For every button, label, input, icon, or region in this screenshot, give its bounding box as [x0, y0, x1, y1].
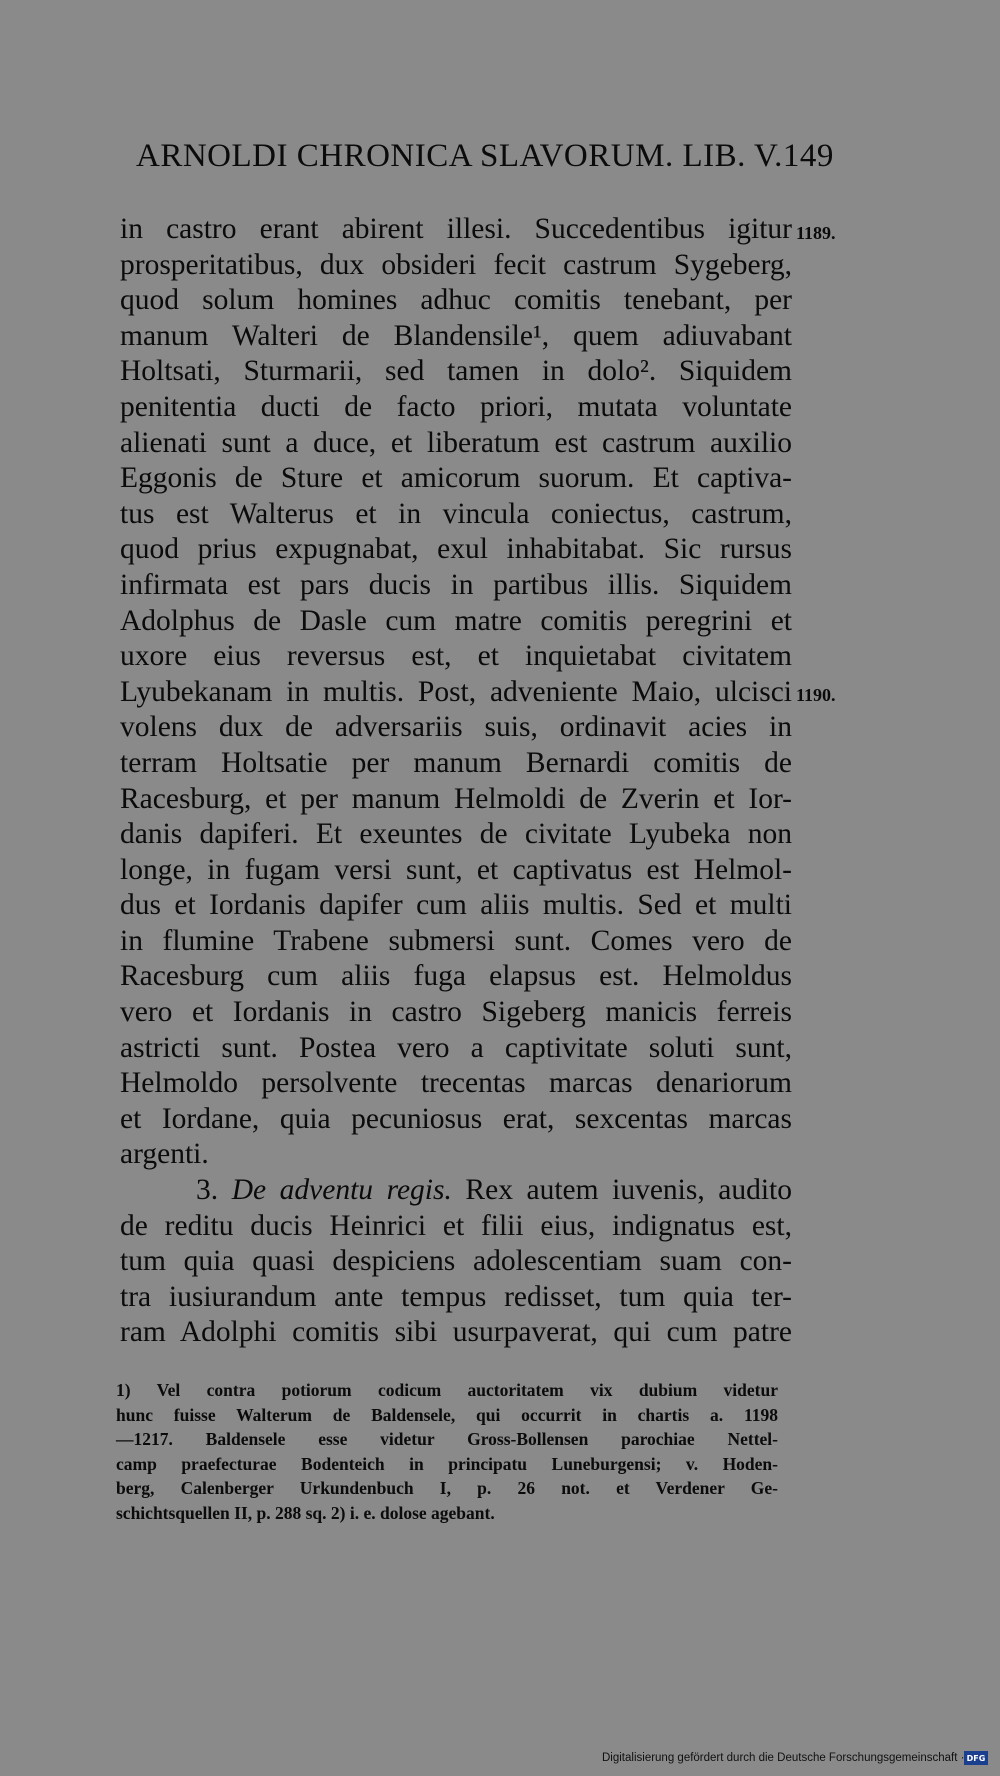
text-line: Racesburg, et per manum Helmoldi de Zverin et Ior-	[120, 782, 792, 815]
text-line: in castro erant abirent illesi. Succedentibus igitur	[120, 213, 792, 245]
text-line: Helmoldo persolvente trecentas marcas denariorum	[120, 1067, 792, 1100]
footnote-line: berg, Calenberger Urkundenbuch I, p. 26 not. et Verdener Ge-	[116, 1478, 778, 1499]
margin-year-1189: 1189.	[796, 223, 836, 243]
footnote-line: —1217. Baldensele esse videtur Gross-Bollensen parochiae Nettel-	[116, 1429, 778, 1450]
footnote-line: 1) Vel contra potiorum codicum auctoritatem vix dubium videtur	[116, 1380, 778, 1400]
text-line: alienati sunt a duce, et liberatum est castrum auxilio	[120, 426, 792, 459]
text-line: Racesburg cum aliis fuga elapsus est. Helmoldus	[120, 960, 792, 993]
dfg-logo-icon: DFG	[964, 1751, 988, 1765]
text-line: penitentia ducti de facto priori, mutata voluntate	[120, 390, 792, 423]
section-heading-line	[120, 1173, 792, 1209]
margin-year-1190: 1190.	[796, 685, 836, 705]
text-line: quod prius expugnabat, exul inhabitabat. Sic rursus	[120, 533, 792, 566]
running-title: ARNOLDI CHRONICA SLAVORUM. LIB. V.	[136, 138, 783, 174]
text-line: ram Adolphi comitis sibi usurpaverat, qui cum patre	[120, 1316, 792, 1349]
text-line: tus est Walterus et in vincula coniectus, castrum,	[120, 497, 792, 530]
text-line: dus et Iordanis dapifer cum aliis multis. Sed et multi	[120, 889, 792, 922]
text-line: de reditu ducis Heinrici et filii eius, indignatus est,	[120, 1209, 792, 1242]
text-line: uxore eius reversus est, et inquietabat civitatem	[120, 640, 792, 673]
footnotes	[116, 1378, 778, 1526]
text-line: volens dux de adversariis suis, ordinavit acies in	[120, 711, 792, 744]
section-number: 3.	[196, 1174, 219, 1207]
text-line: tra iusiurandum ante tempus redisset, tum quia ter-	[120, 1280, 792, 1313]
text-line: argenti.	[120, 1138, 209, 1171]
text-line: infirmata est pars ducis in partibus illis. Siquidem	[120, 568, 792, 601]
text-line: tum quia quasi despiciens adolescentiam suam con-	[120, 1245, 792, 1278]
main-text	[120, 212, 792, 1351]
text-line: Holtsati, Sturmarii, sed tamen in dolo². Siquidem	[120, 355, 792, 388]
text-line: danis dapiferi. Et exeuntes de civitate Lyubeka non	[120, 818, 792, 851]
text-line: in flumine Trabene submersi sunt. Comes vero de	[120, 924, 792, 957]
page-number: 149	[782, 138, 834, 174]
text-line: Lyubekanam in multis. Post, adveniente Maio, ulcisci	[120, 675, 792, 708]
text-line: et Iordane, quia pecuniosus erat, sexcentas marcas	[120, 1102, 792, 1135]
text-line: prosperitatibus, dux obsideri fecit castrum Sygeberg,	[120, 248, 792, 281]
text-line: Adolphus de Dasle cum matre comitis peregrini et	[120, 604, 792, 637]
section-title: De adventu regis.	[231, 1174, 452, 1207]
footnote-line: camp praefecturae Bodenteich in principatu Luneburgensi; v. Hoden-	[116, 1453, 778, 1474]
section-first-line-text: Rex autem iuvenis, audito	[465, 1174, 793, 1207]
text-line: astricti sunt. Postea vero a captivitate soluti sunt,	[120, 1031, 792, 1064]
footnote-line: schichtsquellen II, p. 288 sq. 2) i. e. dolose agebant.	[116, 1502, 495, 1523]
footnote-line: hunc fuisse Walterum de Baldensele, qui occurrit in chartis a. 1198	[116, 1404, 778, 1425]
text-line: quod solum homines adhuc comitis tenebant, per	[120, 284, 792, 317]
text-line: terram Holtsatie per manum Bernardi comitis de	[120, 746, 792, 779]
text-line: Eggonis de Sture et amicorum suorum. Et captiva-	[120, 462, 792, 495]
text-line: vero et Iordanis in castro Sigeberg manicis ferreis	[120, 996, 792, 1029]
digitization-credit: Digitalisierung gefördert durch die Deutsche Forschungsgemeinschaft ·	[602, 1752, 965, 1764]
page-header	[136, 138, 834, 175]
text-line: longe, in fugam versi sunt, et captivatus est Helmol-	[120, 853, 792, 886]
text-line: manum Walteri de Blandensile¹, quem adiuvabant	[120, 319, 792, 352]
